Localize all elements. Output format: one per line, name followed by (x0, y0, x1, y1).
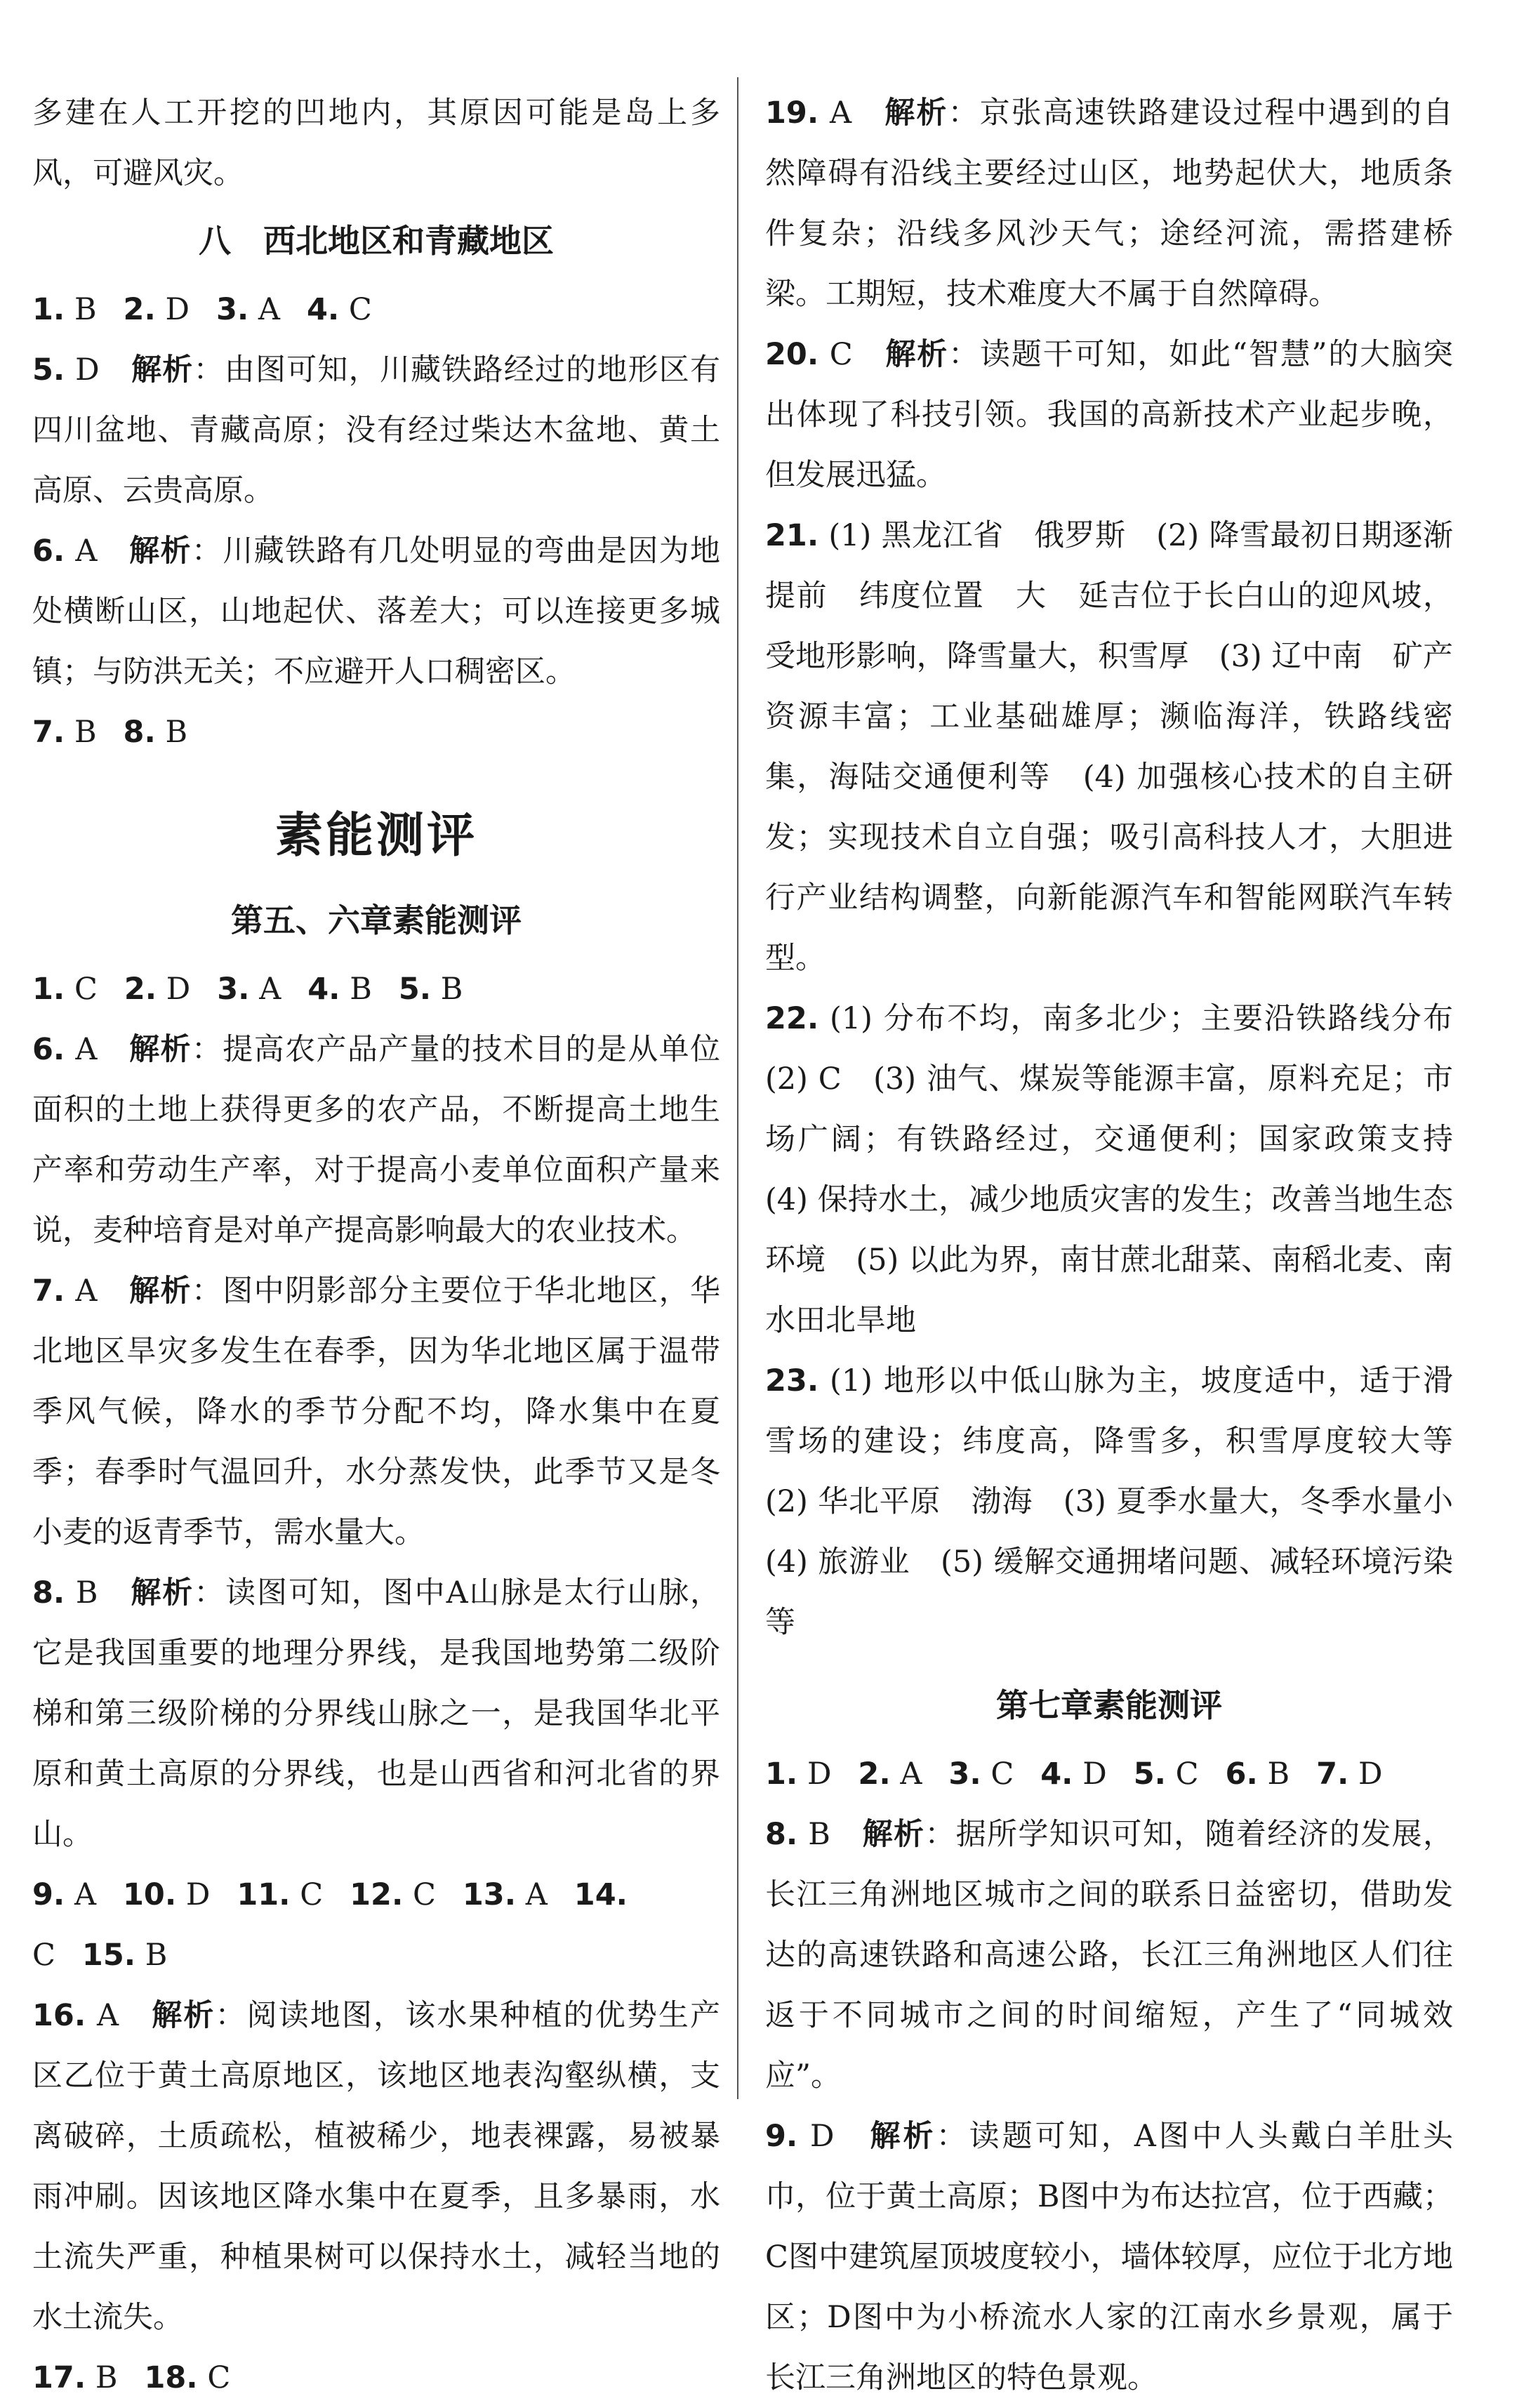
analysis-text: ：阅读地图，该水果种植的优势生产区乙位于黄土高原地区，该地区地表沟壑纵横，支离破碎，土质疏松，植被稀少，地表裸露，易被暴雨冲刷。因该地区降水集中在夏季，且多暴雨，水土流失严重，种植果树可以保持水土，减轻当地的水土流失。 (32, 1998, 721, 2335)
question-number: 8. (765, 1817, 798, 1852)
answer-letter: B (1267, 1757, 1290, 1792)
mcq-answer (1226, 1757, 1290, 1792)
mcq-answer (399, 972, 463, 1007)
analysis-text: ：读题干可知，如此“智慧”的大脑突出体现了科技引领。我国的高新技术产业起步晚，但发展迅猛。 (765, 337, 1454, 493)
question-number: 9. (765, 2119, 798, 2154)
analysis-label: 解析 (131, 1575, 194, 1610)
answer-letter: B (74, 715, 97, 750)
question-number: 16. (32, 1998, 86, 2033)
answer-letter: C (207, 2360, 231, 2395)
analysis-label: 解析 (129, 534, 192, 569)
analysis-label: 解析 (885, 337, 949, 372)
mcq-answer (1040, 1757, 1106, 1792)
question-number: 4. (1040, 1757, 1073, 1792)
s8-mcq-row-2 (32, 702, 720, 762)
column-divider (737, 77, 738, 2099)
answer-letter: A (525, 1877, 548, 1912)
question-number: 18. (144, 2360, 198, 2395)
answer-letter: D (807, 1757, 832, 1792)
answer-letter: A (829, 95, 852, 131)
mcq-answer (216, 292, 280, 327)
answer-letter: C (990, 1757, 1014, 1792)
question-number: 5. (398, 972, 432, 1007)
analysis-label: 解析 (131, 352, 194, 388)
answer-letter: C (829, 337, 853, 372)
question-number: 7. (1316, 1757, 1349, 1792)
mcq-answer (32, 1877, 96, 1912)
analysis-text: ：读题可知，A图中人头戴白羊肚头巾，位于黄土高原；B图中为布达拉宫，位于西藏；C图中建筑屋顶坡度较小，墙体较厚，应位于北方地区；D图中为小桥流水人家的江南水乡景观，属于长江三角洲地区的特色景观。 (765, 2119, 1454, 2395)
mcq-answer (124, 972, 190, 1007)
big-section-title: 素能测评 (274, 808, 477, 864)
question-number: 4. (306, 292, 340, 327)
answer-letter: C (300, 1877, 324, 1912)
question-number: 4. (307, 972, 340, 1007)
question-20 (765, 324, 1453, 505)
analysis-text: ：提高农产品产量的技术目的是从单位面积的土地上获得更多的农产品，不断提高土地生产率和劳动生产率，对于提高小麦单位面积产量来说，麦种培育是对单产提高影响最大的农业技术。 (32, 1032, 721, 1248)
question-number: 6. (1225, 1757, 1258, 1792)
mcq-answer (948, 1757, 1014, 1792)
question-number: 10. (123, 1877, 177, 1912)
intro-paragraph: 多建在人工开挖的凹地内，其原因可能是岛上多风，可避风灾。 (32, 95, 720, 191)
chapter-5-6-title: 第五、六章素能测评 (231, 901, 522, 939)
answer-letter: A (96, 1998, 119, 2033)
analysis-label: 解析 (862, 1817, 925, 1852)
question-number: 3. (948, 1757, 981, 1792)
question-number: 13. (462, 1877, 517, 1912)
right-column (765, 83, 1483, 2408)
analysis-text: ：川藏铁路有几处明显的弯曲是因为地处横断山区，山地起伏、落差大；可以连接更多城镇；与防洪无关；不应避开人口稠密区。 (32, 534, 721, 689)
question-number: 3. (217, 972, 250, 1007)
answer-letter: B (74, 292, 97, 327)
ch56-question-16 (32, 1985, 720, 2348)
question-number: 2. (124, 972, 157, 1007)
answer-text: (1) 黑龙江省 俄罗斯 (2) 降雪最初日期逐渐提前 纬度位置 大 延吉位于长白山的迎风坡，受地形影响，降雪量大，积雪厚 (3) 辽中南 矿产资源丰富；工业基础雄厚；濒临海洋，铁路线密集，海陆交通便利等 (4) 加强核心技术的自主研发；实现技术自立自强；吸引高科技人才，大胆进行产业结构调整，向新能源汽车和智能网联汽车转型。 (765, 518, 1454, 976)
analysis-text: ：图中阴影部分主要位于华北地区，华北地区旱灾多发生在春季，因为华北地区属于温带季风气候，降水的季节分配不均，降水集中在夏季；春季时气温回升，水分蒸发快，此季节又是冬小麦的返青季节，需水量大。 (32, 1274, 721, 1550)
answer-text: (1) 地形以中低山脉为主，坡度适中，适于滑雪场的建设；纬度高，降雪多，积雪厚度较大等 (2) 华北平原 渤海 (3) 夏季水量大，冬季水量小 (4) 旅游业 (5) 缓解交通拥堵问题、减轻环境污染等 (765, 1363, 1483, 1640)
question-number: 6. (32, 534, 65, 569)
analysis-label: 解析 (152, 1998, 216, 2033)
ch7-question-9 (765, 2106, 1453, 2408)
ch7-mcq-row (765, 1744, 1453, 1804)
question-19 (765, 83, 1453, 324)
question-number: 15. (81, 1938, 136, 1973)
analysis-label: 解析 (129, 1032, 192, 1067)
question-number: 11. (237, 1877, 291, 1912)
mcq-answer (1134, 1757, 1199, 1792)
answer-letter: D (75, 352, 100, 388)
question-number: 20. (765, 337, 819, 372)
mcq-answer (1316, 1757, 1382, 1792)
mcq-answer (463, 1877, 548, 1912)
section-8-title: 八 西北地区和青藏地区 (199, 222, 554, 260)
answer-letter: A (900, 1757, 922, 1792)
analysis-text: ：据所学知识可知，随着经济的发展，长江三角洲地区城市之间的联系日益密切，借助发达的高速铁路和高速公路，长江三角洲地区人们往返于不同城市之间的时间缩短，产生了“同城效应”。 (765, 1817, 1454, 2093)
question-number: 3. (216, 292, 249, 327)
answer-letter: B (75, 1575, 98, 1610)
question-number: 19. (765, 95, 819, 131)
question-number: 7. (32, 1274, 65, 1309)
mcq-answer (307, 972, 372, 1007)
s8-mcq-row-1 (32, 279, 720, 340)
mcq-answer (350, 1877, 436, 1912)
mcq-answer (144, 2360, 230, 2395)
question-number: 1. (32, 972, 65, 1007)
answer-letter: D (1358, 1757, 1383, 1792)
answer-text: (1) 分布不均，南多北少；主要沿铁路线分布 (2) C (3) 油气、煤炭等能源丰富，原料充足；市场广阔；有铁路经过，交通便利；国家政策支持 (4) 保持水土，减少地质灾害的发生；改善当地生态环境 (5) 以此为界，南甘蔗北甜菜、南稻北麦、南水田北旱地 (765, 1001, 1483, 1338)
answer-letter: A (75, 1032, 98, 1067)
answer-letter: A (259, 972, 281, 1007)
question-number: 17. (32, 2360, 86, 2395)
answer-letter: D (185, 1877, 211, 1912)
question-number: 22. (765, 1001, 819, 1036)
answer-letter: C (32, 1938, 55, 1973)
ch56-mcq-row-3 (32, 2348, 720, 2408)
answer-letter: B (95, 2360, 118, 2395)
answer-letter: D (1082, 1757, 1107, 1792)
mcq-answer (32, 292, 97, 327)
answer-letter: C (348, 292, 372, 327)
question-22 (765, 988, 1483, 1351)
question-number: 2. (858, 1757, 891, 1792)
mcq-answer (123, 1877, 210, 1912)
question-number: 9. (32, 1877, 65, 1912)
answer-letter: C (74, 972, 98, 1007)
ch56-mcq-row-1 (32, 959, 720, 1019)
answer-letter: A (74, 1877, 96, 1912)
answer-letter: B (145, 1938, 168, 1973)
mcq-answer (858, 1757, 922, 1792)
question-number: 12. (350, 1877, 404, 1912)
left-column (32, 83, 720, 2408)
answer-letter: B (440, 972, 463, 1007)
mcq-answer (32, 2360, 117, 2395)
question-number: 21. (765, 518, 819, 553)
question-number: 7. (32, 715, 65, 750)
s8-question-5 (32, 340, 720, 521)
mcq-answer (32, 972, 98, 1007)
mcq-answer (82, 1938, 167, 1973)
answer-letter: C (1175, 1757, 1199, 1792)
question-21 (765, 505, 1453, 988)
answer-letter: B (350, 972, 372, 1007)
chapter-7-title: 第七章素能测评 (996, 1686, 1222, 1724)
question-number: 2. (123, 292, 156, 327)
answer-letter: D (166, 972, 191, 1007)
analysis-text: ：京张高速铁路建设过程中遇到的自然障碍有沿线主要经过山区，地势起伏大，地质条件复杂；沿线多风沙天气；途经河流，需搭建桥梁。工期短，技术难度大不属于自然障碍。 (765, 95, 1454, 312)
question-number: 5. (32, 352, 65, 388)
answer-letter: C (412, 1877, 436, 1912)
question-number: 23. (765, 1363, 819, 1398)
mcq-answer (217, 972, 281, 1007)
question-number: 14. (574, 1877, 628, 1912)
answer-letter: A (75, 534, 98, 569)
answer-letter: B (808, 1817, 830, 1852)
ch56-question-7 (32, 1261, 720, 1563)
mcq-answer (765, 1757, 831, 1792)
analysis-label: 解析 (870, 2119, 936, 2154)
analysis-label: 解析 (884, 95, 948, 131)
answer-letter: B (165, 715, 188, 750)
analysis-text: ：读图可知，图中A山脉是太行山脉，它是我国重要的地理分界线，是我国地势第二级阶梯和第三级阶梯的分界线山脉之一，是我国华北平原和黄土高原的分界线，也是山西省和河北省的界山。 (32, 1575, 721, 1852)
ch56-question-8 (32, 1563, 720, 1865)
answer-letter: A (258, 292, 280, 327)
question-number: 6. (32, 1032, 65, 1067)
question-23 (765, 1351, 1483, 1653)
ch56-question-6 (32, 1019, 720, 1261)
question-number: 1. (765, 1757, 798, 1792)
mcq-answer (32, 715, 97, 750)
mcq-answer (237, 1877, 323, 1912)
answer-letter: A (75, 1274, 98, 1309)
mcq-answer (307, 292, 372, 327)
s8-question-6 (32, 521, 720, 702)
question-number: 5. (1133, 1757, 1166, 1792)
answer-letter: D (165, 292, 190, 327)
analysis-label: 解析 (129, 1274, 192, 1309)
mcq-answer (124, 292, 190, 327)
question-number: 8. (123, 715, 156, 750)
question-number: 1. (32, 292, 65, 327)
question-number: 8. (32, 1575, 65, 1610)
ch56-mcq-row-2 (32, 1865, 720, 1985)
ch7-question-8 (765, 1804, 1453, 2106)
answer-letter: D (809, 2119, 835, 2154)
mcq-answer (124, 715, 188, 750)
analysis-text: ：由图可知，川藏铁路经过的地形区有四川盆地、青藏高原；没有经过柴达木盆地、黄土高原、云贵高原。 (32, 352, 721, 508)
